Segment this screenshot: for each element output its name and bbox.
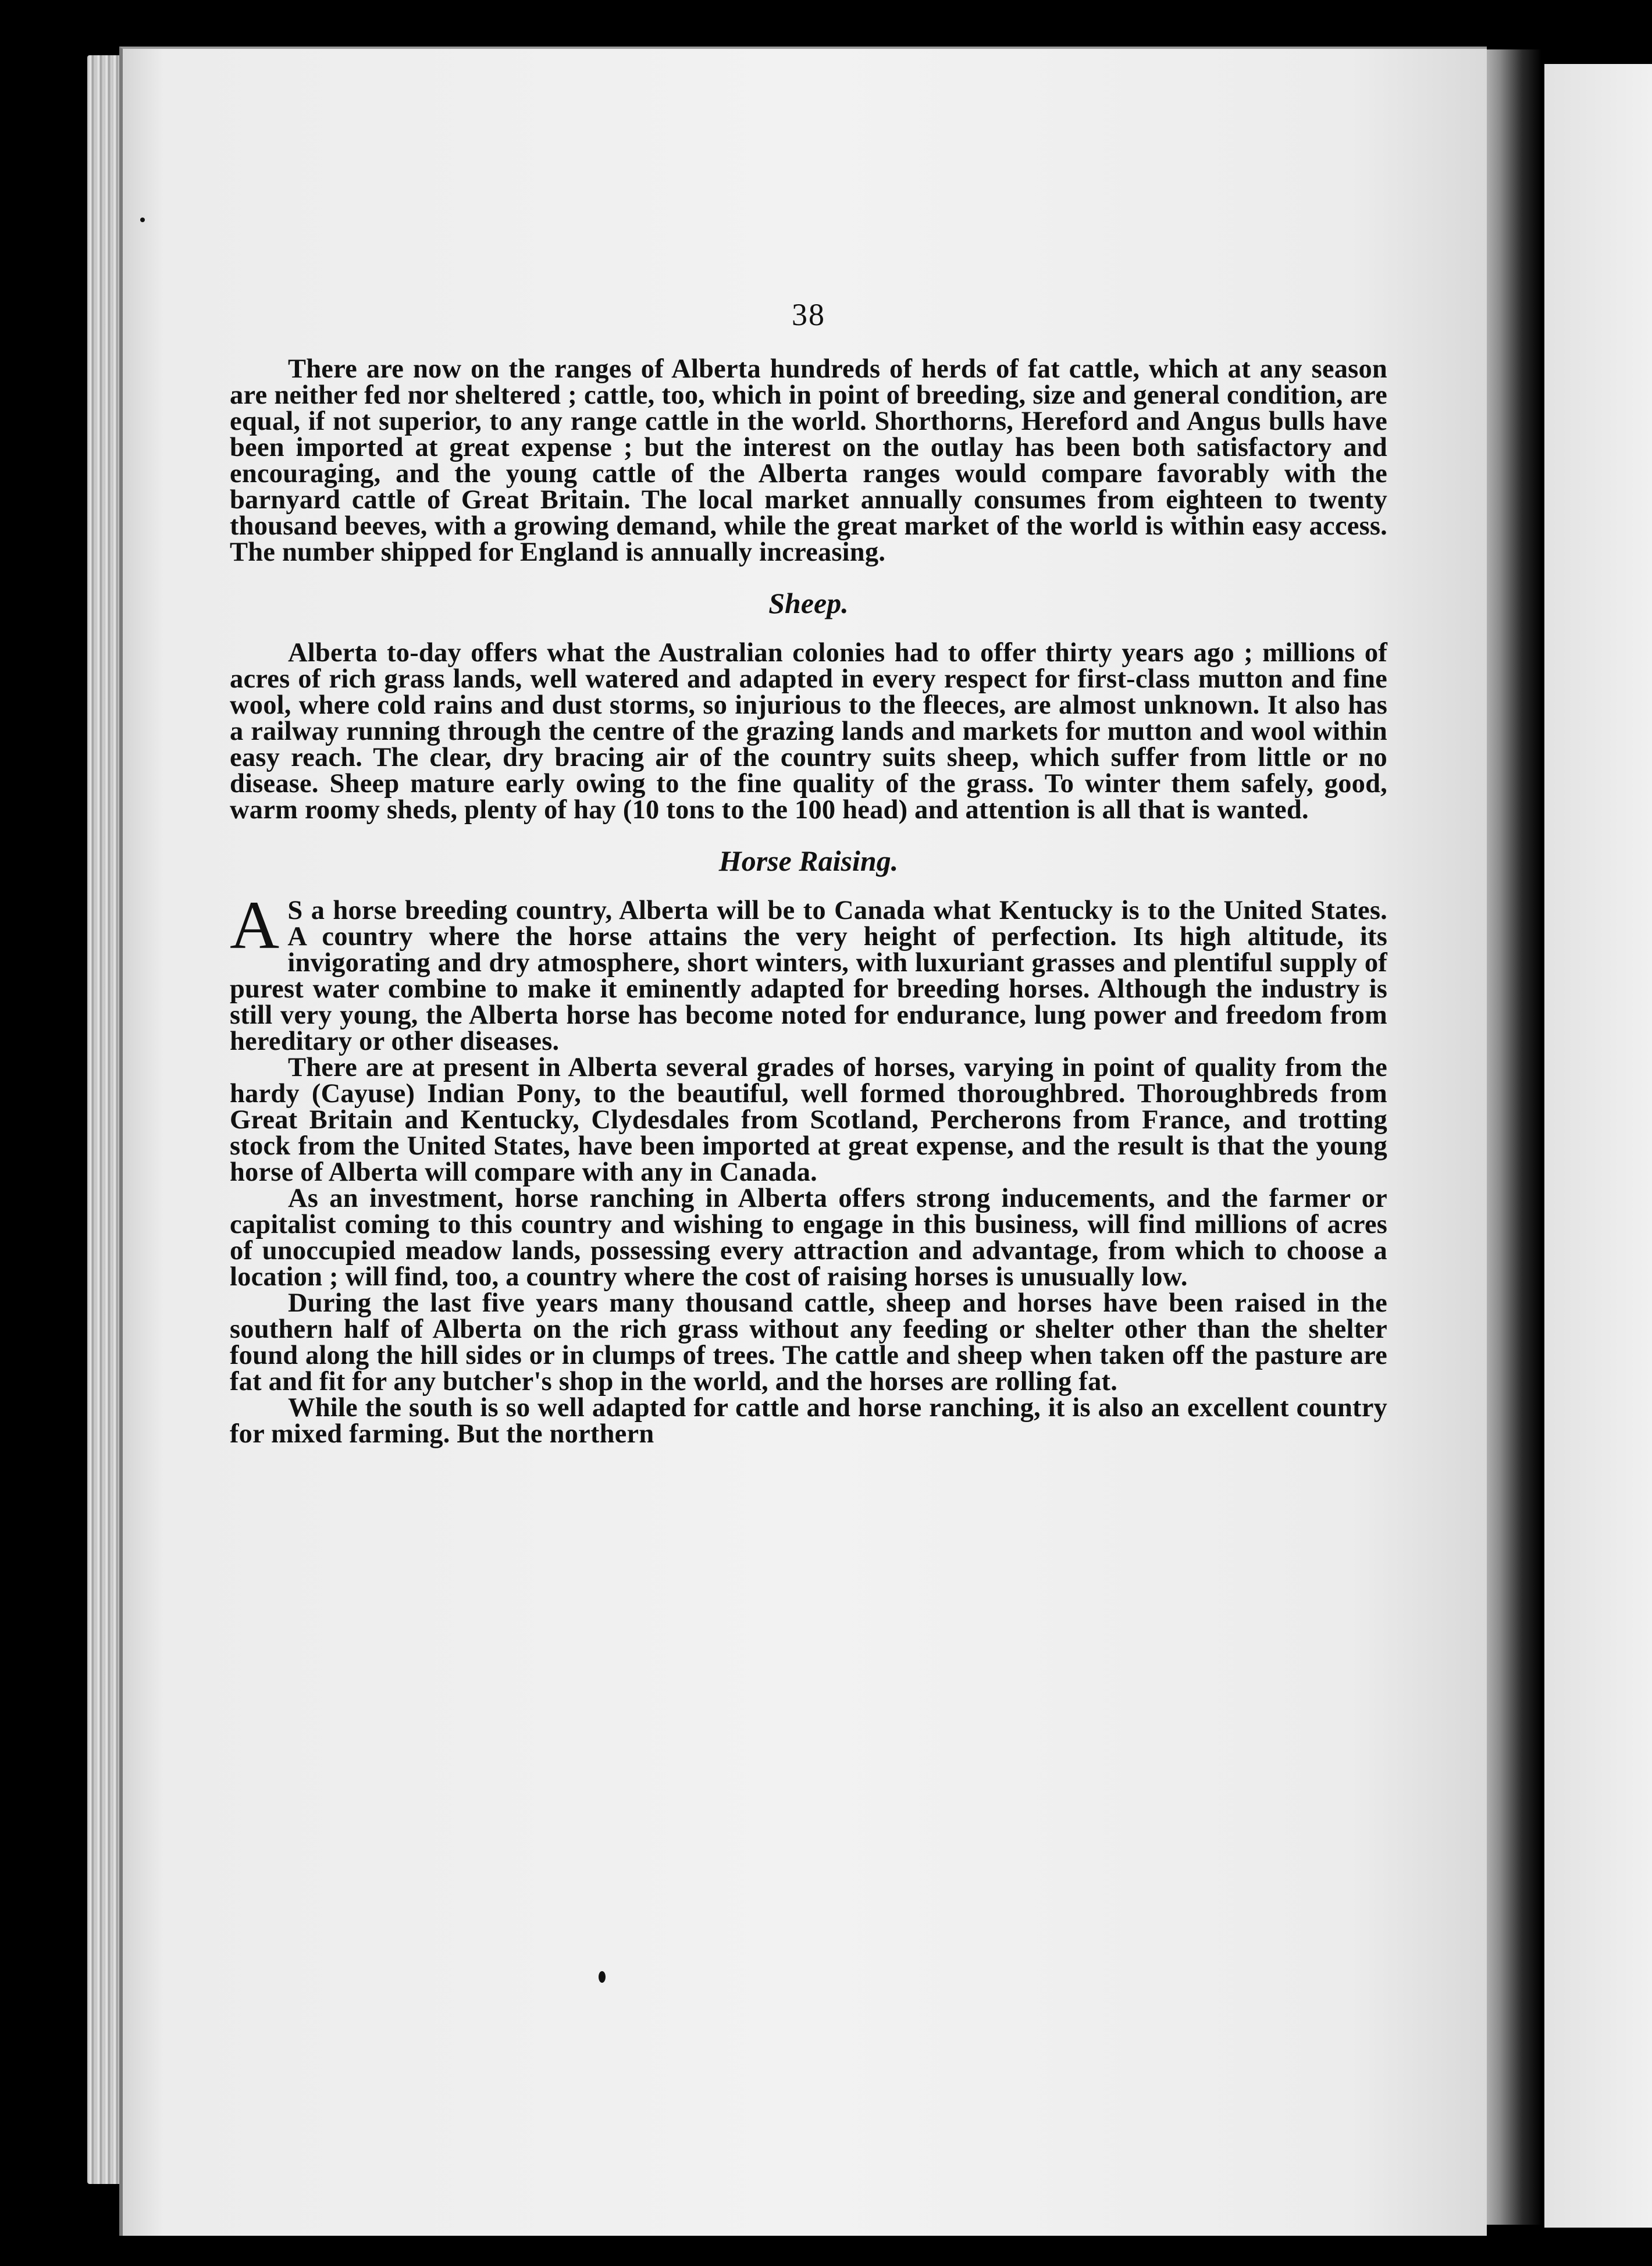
horse-raising-paragraph: During the last five years many thousand cattle, sheep and horses have been raised in the southern half of Alberta on the rich grass without any feeding or shelter other than the shelter found along the hill sides or in clumps of trees. The cattle and sheep when taken off the pasture are fat and fit for any butcher's shop in the world, and the horses are rolling fat. (230, 1288, 1387, 1396)
drop-cap-letter: A (230, 887, 280, 963)
horse-raising-paragraph: There are at present in Alberta several grades of horses, varying in point of quality from the hardy (Cayuse) Indian Pony, to the beautiful, well formed thoroughbred. Thoroughbreds from Great Britain and Kentucky, Clydesdales from Scotland, Percherons from France, and trotting stock from the United States, have been imported at great expense, and the result is that the young horse of Alberta will compare with any in Canada. (230, 1053, 1387, 1187)
horse-raising-paragraph: As an investment, horse ranching in Alberta offers strong inducements, and the farmer or capitalist coming to this country and wishing to engage in this business, will find millions of acres of unoccupied meadow lands, possessing every attraction and advantage, from which to choose a location ; will find, too, a country where the cost of raising horses is unusually low. (230, 1184, 1387, 1292)
section-heading-sheep: Sheep. (768, 587, 849, 619)
ink-speck (140, 218, 145, 222)
ink-speck (599, 1971, 606, 1983)
printed-text-block (230, 297, 1387, 1948)
sheep-paragraph: Alberta to-day offers what the Australian colonies had to offer thirty years ago ; millions of acres of rich grass lands, well watered and adapted in every respect for first-class mutton and fine wool, where cold rains and dust storms, so injurious to the fleeces, are almost unknown. It also has a railway running through the centre of the grazing lands and markets for mutton and wool within easy reach. The clear, dry bracing air of the country suits sheep, which suffer from little or no disease. Sheep mature early owing to the fine quality of the grass. To winter them safely, good, warm roomy sheds, plenty of hay (10 tons to the 100 head) and attention is all that is wanted. (230, 638, 1387, 825)
section-heading-horse-raising: Horse Raising. (718, 845, 899, 877)
facing-page (1544, 64, 1652, 2228)
intro-paragraph: There are now on the ranges of Alberta hundreds of herds of fat cattle, which at any season are neither fed nor sheltered ; cattle, too, which in point of breeding, size and general condition, are equal, if not superior, to any range cattle in the world. Shorthorns, Hereford and Angus bulls have been imported at great expense ; but the interest on the outlay has been both satisfactory and encouraging, and the young cattle of the Alberta ranges would compare favorably with the barnyard cattle of Great Britain. The local market annually consumes from eighteen to twenty thousand beeves, with a growing demand, while the great market of the world is within easy access. The number shipped for England is annually increasing. (230, 354, 1387, 567)
page-stack-edge (87, 55, 122, 2184)
horse-raising-first-paragraph (230, 887, 1387, 1056)
book-gutter (1477, 49, 1541, 2225)
horse-raising-paragraph: While the south is so well adapted for cattle and horse ranching, it is also an excellent country for mixed farming. But the northern (230, 1393, 1387, 1449)
horse-raising-first-paragraph-text: S a horse breeding country, Alberta will be to Canada what Kentucky is to the United States. A country where the horse attains the very height of perfection. Its high altitude, its invigorating and dry atmosphere, short winters, with luxuriant grasses and plentiful supply of purest water combine to make it eminently adapted for breeding horses. Although the industry is still very young, the Alberta horse has become noted for endurance, lung power and freedom from hereditary or other diseases. (230, 896, 1387, 1056)
page-number: 38 (792, 297, 825, 332)
